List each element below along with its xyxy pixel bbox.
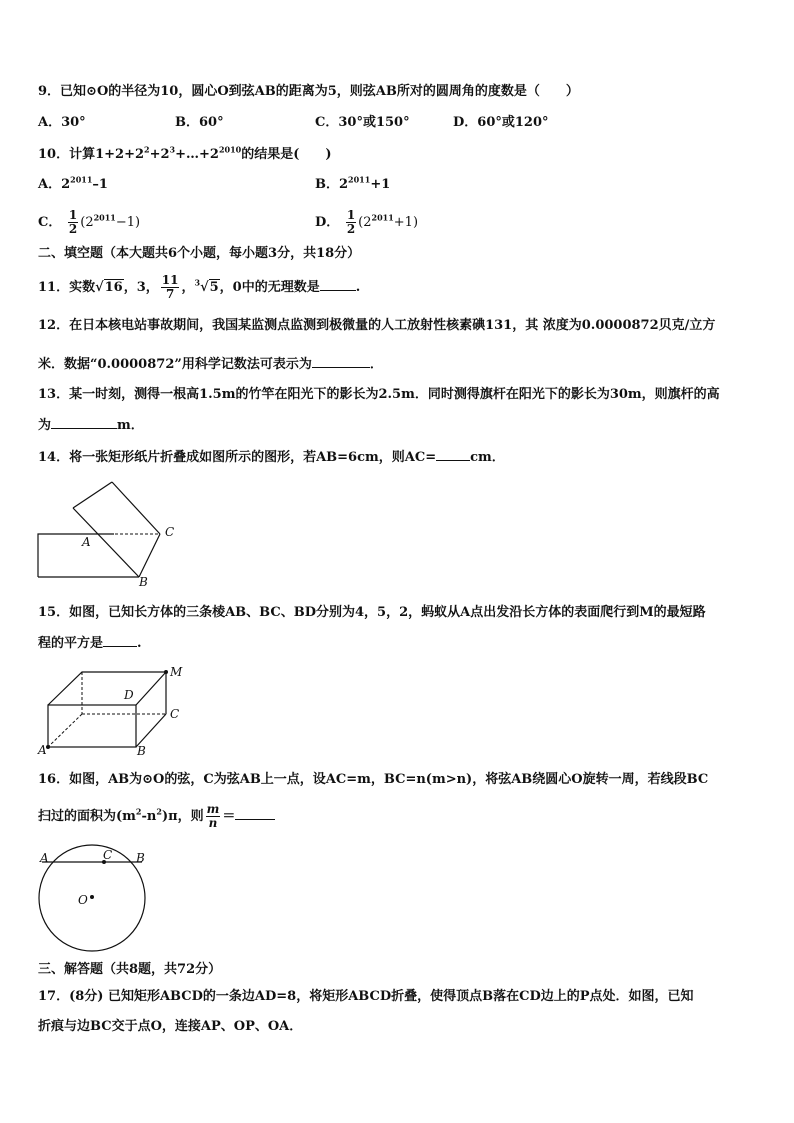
section-3-heading: 三、解答题（共8题，共72分） [38, 962, 222, 977]
q14-fold-figure [34, 478, 194, 588]
q15-line1: 15．如图，已知长方体的三条棱AB、BC、BD分别为4，5，2，蚂蚁从A点出发沿长方体的表面爬行到M的最短路 [38, 605, 706, 620]
q10-option-c: C． $\frac{1}{2}$ $(2^{2011}-1)$ [38, 208, 141, 236]
q14-label-b: B [139, 575, 148, 589]
q14-blank[interactable] [436, 448, 470, 461]
q12-line2: 米．数据“0.0000872”用科学记数法可表示为 ． [38, 357, 383, 372]
q13-line1: 13．某一时刻，测得一根高1.5m的竹竿在阳光下的影长为2.5m．同时测得旗杆在阳光下的影长为30m，则旗杆的高 [38, 387, 720, 402]
q13-blank[interactable] [51, 416, 117, 429]
q10-option-b: B．$2^{2011}+1$ [315, 174, 391, 192]
q9-option-d: D．60°或120° [453, 115, 549, 130]
q15-cuboid-figure [34, 662, 194, 757]
q16-circle-figure [34, 848, 164, 958]
q16-point-o [90, 895, 94, 899]
q16-line1: 16．如图，AB为⊙O的弦，C为弦AB上一点，设AC=m，BC=n(m>n)，将弦AB绕圆心O旋转一周，若线段BC [38, 772, 709, 787]
q9-stem: 9．已知⊙O的半径为10，圆心O到弦AB的距离为5，则弦AB所对的圆周角的度数是（ ） [38, 84, 579, 99]
q14-stem: 14．将一张矩形纸片折叠成如图所示的图形，若AB=6cm，则AC= cm． [38, 450, 505, 465]
q9-option-a: A．30° [38, 115, 86, 130]
q10-option-d: D． $\frac{1}{2}$ $(2^{2011}+1)$ [315, 208, 419, 236]
q15-blank[interactable] [103, 634, 137, 647]
q15-label-d: D [124, 688, 134, 702]
q16-label-o: O [78, 893, 88, 907]
q15-label-m: M [170, 665, 183, 679]
q16-blank[interactable] [235, 807, 275, 820]
q16-label-a: A [40, 851, 49, 865]
q15-label-b: B [137, 744, 146, 758]
q16-label-b: B [136, 851, 145, 865]
q14-label-a: A [82, 535, 91, 549]
q12-line1: 12．在日本核电站事故期间，我国某监测点监测到极微量的人工放射性核素碘131，其 浓度为0.0000872贝克/立方 [38, 318, 716, 333]
q15-line2: 程的平方是 . [38, 636, 142, 651]
q12-blank[interactable] [312, 355, 370, 368]
q15-label-a: A [38, 743, 47, 757]
q17-line1: 17．(8分) 已知矩形ABCD的一条边AD=8，将矩形ABCD折叠，使得顶点B落在CD边上的P点处．如图，已知 [38, 989, 694, 1004]
section-2-heading: 二、填空题（本大题共6个小题，每小题3分，共18分） [38, 246, 361, 261]
q11-blank[interactable] [320, 278, 356, 291]
q9-option-c: C．30°或150° [315, 115, 410, 130]
q16-line2: 扫过的面积为$(m^2-n^2)\pi$，则 $\frac{m}{n}$ ＝ [38, 803, 275, 830]
q9-option-b: B．60° [175, 115, 224, 130]
q14-label-c: C [165, 525, 175, 539]
q15-point-m [164, 670, 168, 674]
q11-stem: 11．实数√16，3， $\frac{11}{7}$ ，$^3$√5，0中的无理数是 . [38, 273, 361, 301]
q16-label-c: C [103, 848, 113, 862]
q13-line2: 为 m． [38, 418, 144, 433]
q15-label-c: C [170, 707, 180, 721]
q10-stem: 10．计算$1+2+2^2+2^3+\dots+2^{2010}$的结果是( ) [38, 144, 332, 162]
q10-option-a: A．$2^{2011}-1$ [38, 174, 108, 192]
q17-line2: 折痕与边BC交于点O，连接AP、OP、OA． [38, 1019, 303, 1034]
